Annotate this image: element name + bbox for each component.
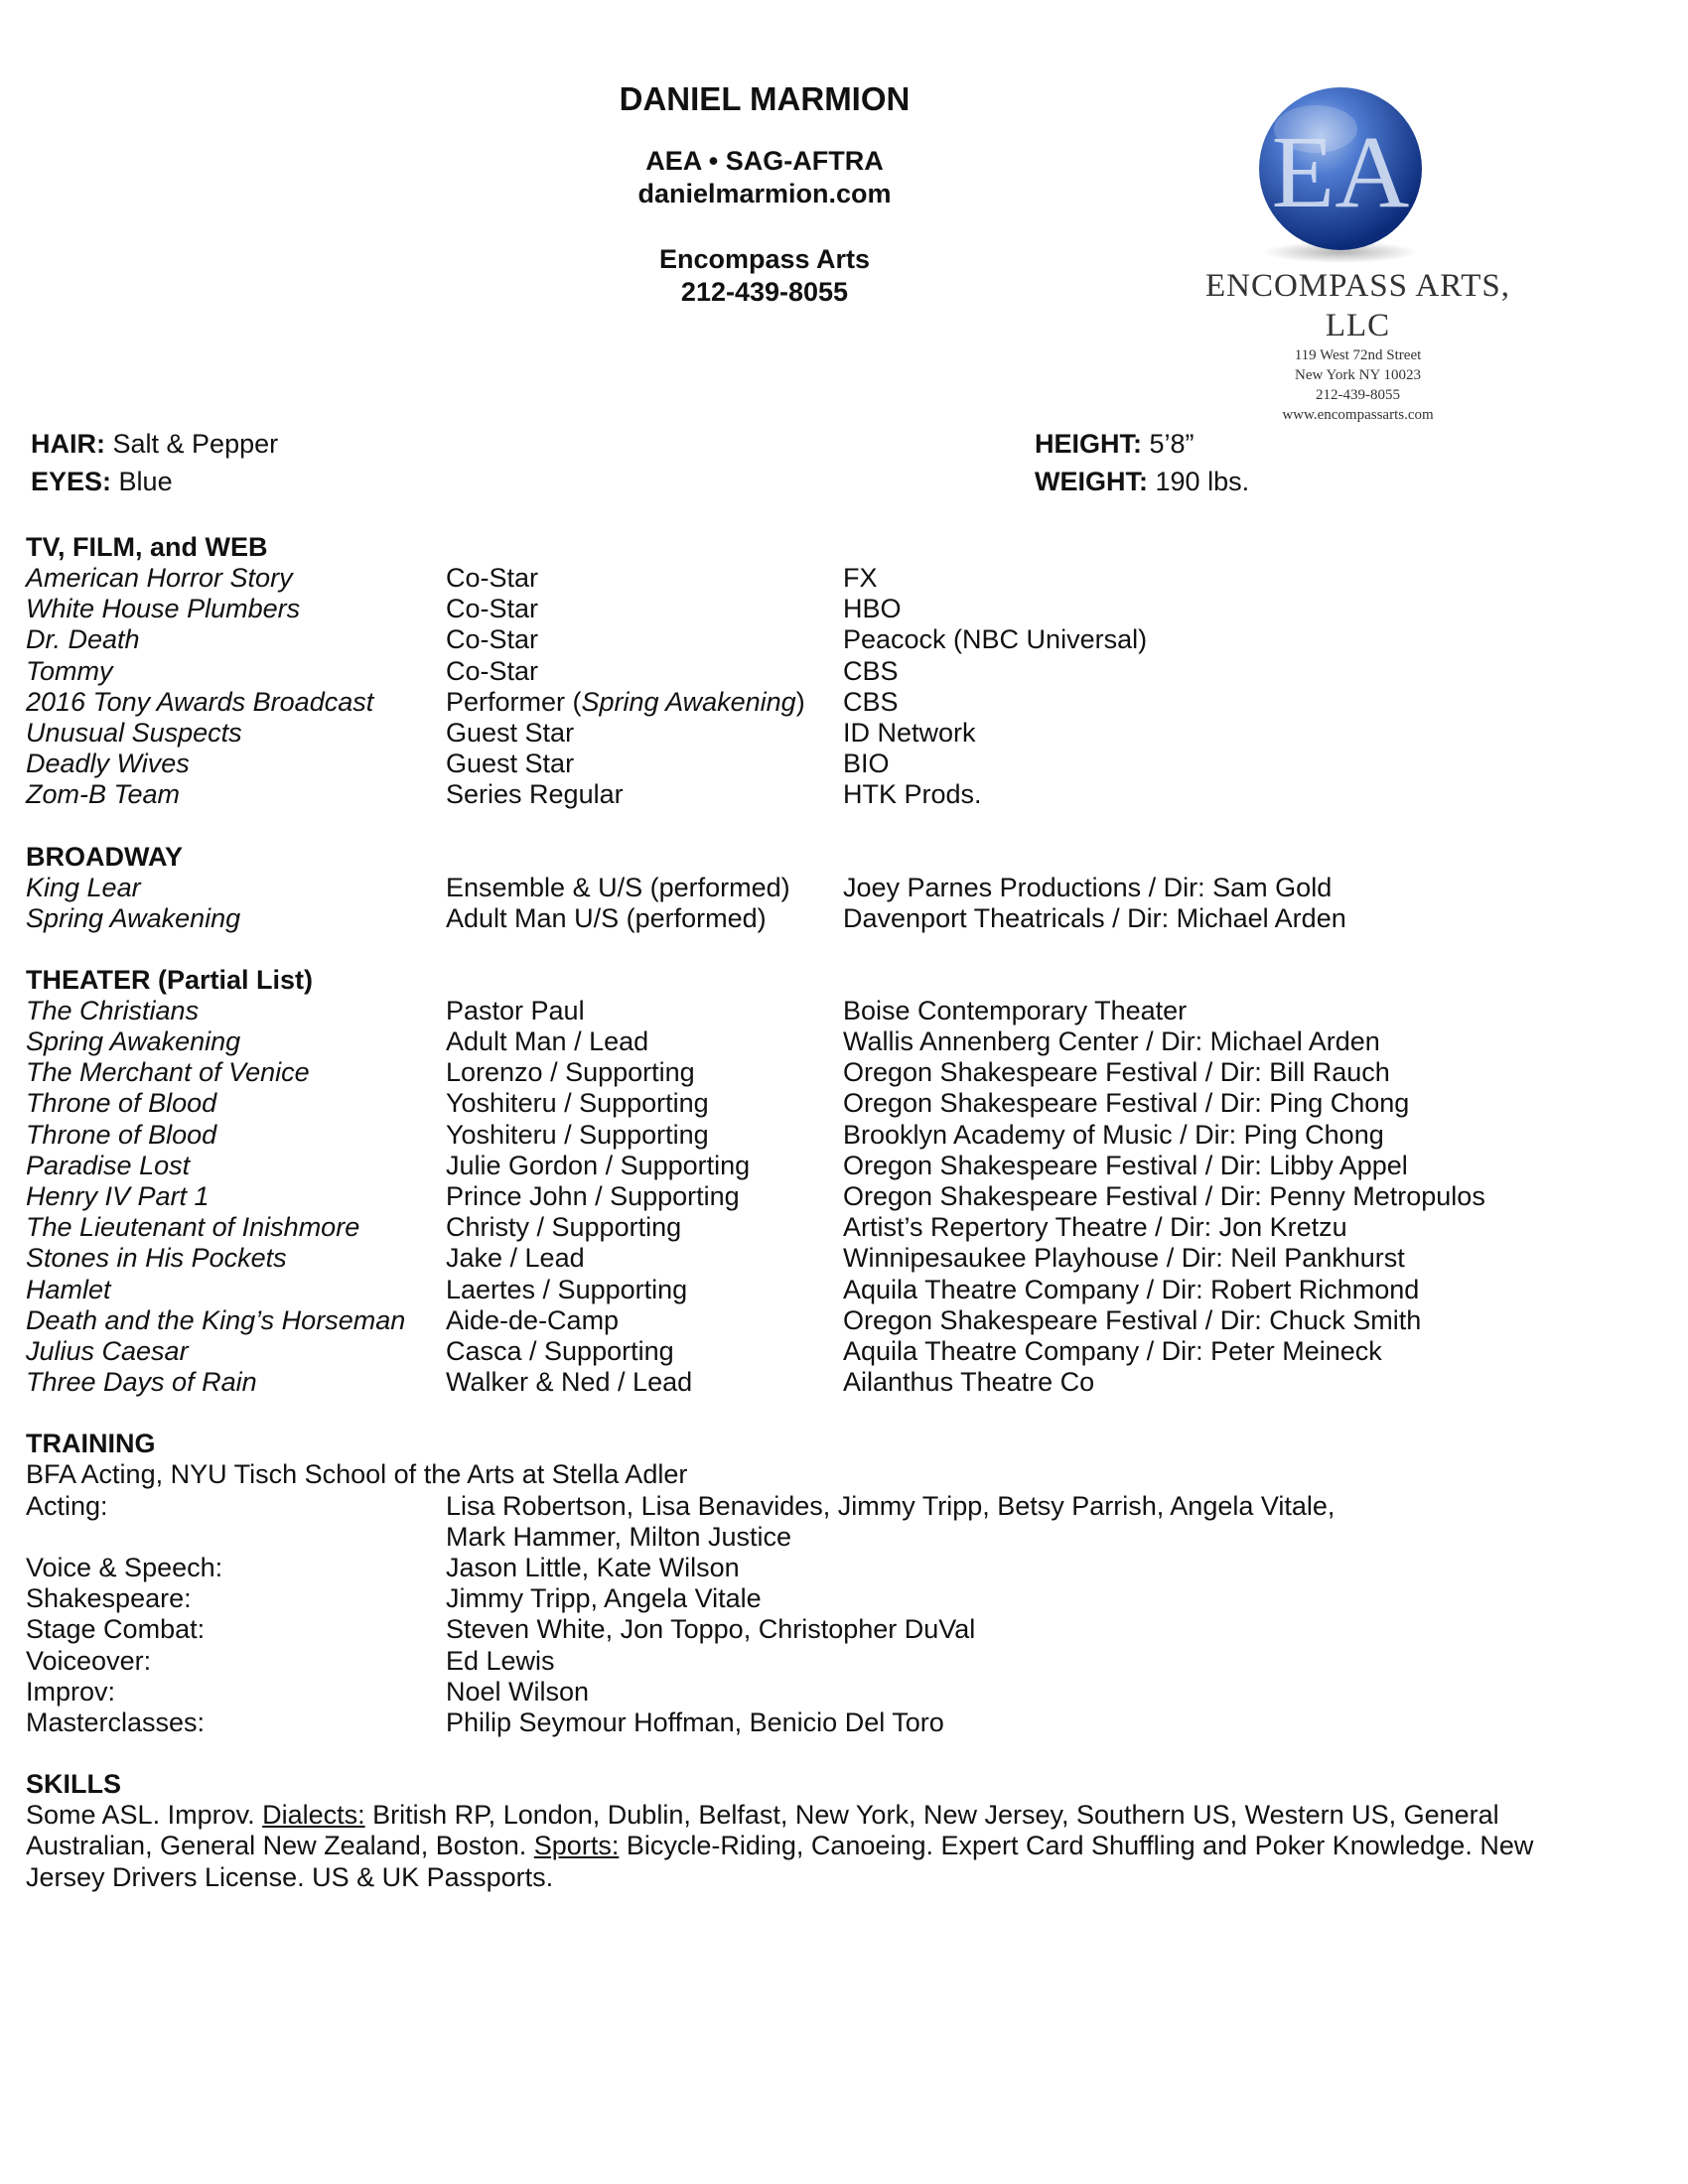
- logo-website: www.encompassarts.com: [1282, 407, 1434, 423]
- hair-stat: HAIR: Salt & Pepper: [31, 429, 279, 459]
- section-title: THEATER (Partial List): [26, 964, 314, 995]
- logo-phone: 212-439-8055: [1316, 387, 1400, 403]
- credit-row: Stones in His Pockets Jake / Lead Winnipesaukee Playhouse / Dir: Neil Pankhurst: [26, 1243, 1405, 1274]
- resume-content: [26, 532, 1615, 1924]
- credit-row: Dr. Death Co-Star Peacock (NBC Universal): [26, 624, 1148, 655]
- training-row: Acting: Lisa Robertson, Lisa Benavides, Jimmy Tripp, Betsy Parrish, Angela Vitale,: [26, 1490, 1336, 1521]
- tv-section: [26, 532, 1615, 811]
- weight-stat: WEIGHT: 190 lbs.: [1035, 467, 1250, 496]
- credit-row: Throne of Blood Yoshiteru / Supporting Oregon Shakespeare Festival / Dir: Ping Chong: [26, 1088, 1410, 1119]
- training-row: Stage Combat: Steven White, Jon Toppo, Christopher DuVal: [26, 1614, 976, 1645]
- sports-label: Sports:: [533, 1831, 620, 1861]
- skills-section: [26, 1769, 1615, 1893]
- resume-header: [516, 77, 1013, 309]
- credit-row: Unusual Suspects Guest Star ID Network: [26, 717, 976, 748]
- section-title: TV, FILM, and WEB: [26, 532, 268, 562]
- credit-row: Tommy Co-Star CBS: [26, 655, 899, 686]
- training-section: [26, 1429, 1615, 1738]
- section-title: TRAINING: [26, 1429, 156, 1459]
- skills-text: Some ASL. Improv. Dialects: British RP, London, Dublin, Belfast, New York, New Jersey, Southern US, Western US, General Australian, General New Zealand, Boston. Sports: Bicycle-Riding, Canoeing. Expert Card Shuffling and Poker Knowledge. New Jersey Drivers License. US & UK Passports.: [26, 1800, 1534, 1892]
- website: danielmarmion.com: [637, 179, 892, 208]
- agency-phone: 212-439-8055: [680, 277, 849, 307]
- logo-address-1: 119 West 72nd Street: [1294, 347, 1422, 363]
- credit-row: Three Days of Rain Walker & Ned / Lead Ailanthus Theatre Co: [26, 1367, 1095, 1398]
- credit-row: White House Plumbers Co-Star HBO: [26, 594, 902, 624]
- logo-agency-name: ENCOMPASS ARTS, LLC: [1204, 268, 1511, 343]
- logo-address-2: New York NY 10023: [1295, 367, 1421, 383]
- section-title: BROADWAY: [26, 841, 184, 872]
- section-title: SKILLS: [26, 1769, 122, 1800]
- broadway-section: [26, 842, 1615, 934]
- credit-row: Death and the King’s Horseman Aide-de-Camp Oregon Shakespeare Festival / Dir: Chuck Smith: [26, 1304, 1422, 1335]
- training-row: Voice & Speech: Jason Little, Kate Wilson: [26, 1552, 740, 1582]
- credit-row: American Horror Story Co-Star FX: [26, 563, 878, 593]
- credit-row: King Lear Ensemble & U/S (performed) Joey Parnes Productions / Dir: Sam Gold: [26, 872, 1333, 902]
- credit-row: Henry IV Part 1 Prince John / Supporting Oregon Shakespeare Festival / Dir: Penny Metropulos: [26, 1181, 1485, 1211]
- credit-row: The Christians Pastor Paul Boise Contemporary Theater: [26, 995, 1188, 1025]
- training-row: Mark Hammer, Milton Justice: [446, 1521, 792, 1552]
- training-degree: BFA Acting, NYU Tisch School of the Arts at Stella Adler: [26, 1459, 688, 1490]
- training-row: Shakespeare: Jimmy Tripp, Angela Vitale: [26, 1583, 762, 1614]
- credit-row: Spring Awakening Adult Man / Lead Wallis Annenberg Center / Dir: Michael Arden: [26, 1026, 1380, 1057]
- training-row: Voiceover: Ed Lewis: [26, 1645, 555, 1676]
- dialects-label: Dialects:: [262, 1800, 365, 1831]
- agency-name: Encompass Arts: [658, 244, 871, 274]
- actor-name: DANIEL MARMION: [619, 80, 911, 117]
- credit-row: The Merchant of Venice Lorenzo / Supporting Oregon Shakespeare Festival / Dir: Bill Rauch: [26, 1057, 1390, 1088]
- training-row: Improv: Noel Wilson: [26, 1676, 590, 1706]
- credit-row: Deadly Wives Guest Star BIO: [26, 749, 890, 779]
- credit-row: The Lieutenant of Inishmore Christy / Supporting Artist’s Repertory Theatre / Dir: Jon Kretzu: [26, 1212, 1347, 1243]
- credit-row: Spring Awakening Adult Man U/S (performed) Davenport Theatricals / Dir: Michael Arden: [26, 902, 1346, 933]
- height-stat: HEIGHT: 5’8”: [1035, 429, 1195, 459]
- credit-row: Julius Caesar Casca / Supporting Aquila Theatre Company / Dir: Peter Meineck: [26, 1335, 1382, 1366]
- training-row: Masterclasses: Philip Seymour Hoffman, Benicio Del Toro: [26, 1706, 944, 1737]
- agency-logo: [1187, 77, 1529, 423]
- credit-row: Zom-B Team Series Regular HTK Prods.: [26, 779, 982, 810]
- eyes-stat: EYES: Blue: [31, 467, 173, 496]
- theater-section: [26, 965, 1615, 1398]
- credit-row: Throne of Blood Yoshiteru / Supporting Brooklyn Academy of Music / Dir: Ping Chong: [26, 1119, 1384, 1150]
- svg-text:EA: EA: [1271, 115, 1410, 229]
- credit-row: Hamlet Laertes / Supporting Aquila Theatre Company / Dir: Robert Richmond: [26, 1274, 1420, 1304]
- credit-row: Paradise Lost Julie Gordon / Supporting Oregon Shakespeare Festival / Dir: Libby Appel: [26, 1150, 1408, 1180]
- unions: AEA • SAG-AFTRA: [645, 146, 884, 176]
- ea-sphere-icon: [1246, 77, 1435, 266]
- credit-row: 2016 Tony Awards Broadcast Performer (Spring Awakening) CBS: [26, 686, 899, 717]
